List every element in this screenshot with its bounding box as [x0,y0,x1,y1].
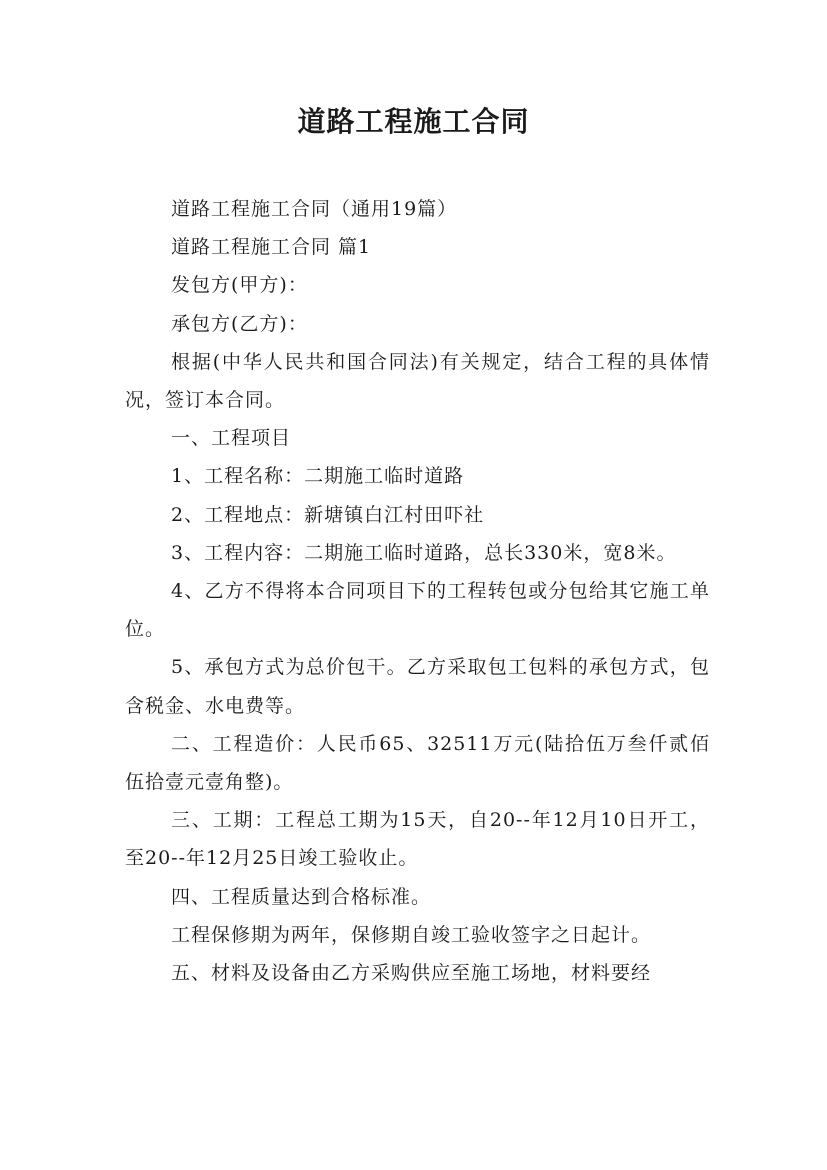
paragraph-no-subcontract: 4、乙方不得将本合同项目下的工程转包或分包给其它施工单位。 [125,580,710,641]
paragraph-project-cost: 二、工程造价：人民币65、32511万元(陆拾伍万叁仟贰佰伍拾壹元壹角整)。 [125,732,710,794]
paragraph-party-b: 承包方(乙方)： [171,312,308,335]
paragraph-party-a: 发包方(甲方)： [171,274,308,297]
paragraph-project-content: 3、工程内容：二期施工临时道路，总长330米，宽8米。 [171,541,677,564]
paragraph-materials: 五、材料及设备由乙方采购供应至施工场地，材料要经 [171,962,652,985]
paragraph-chapter-heading: 道路工程施工合同 篇1 [171,236,372,259]
paragraph-quality-standard: 四、工程质量达到合格标准。 [171,885,432,908]
paragraph-project-location: 2、工程地点：新塘镇白江村田吓社 [171,503,485,526]
document-title: 道路工程施工合同 [297,105,530,138]
paragraph-section-1-heading: 一、工程项目 [171,427,292,450]
document-body [125,190,710,992]
paragraph-warranty: 工程保修期为两年，保修期自竣工验收签字之日起计。 [171,923,652,946]
paragraph-project-name: 1、工程名称：二期施工临时道路 [171,465,465,488]
paragraph-contract-method: 5、承包方式为总价包干。乙方采取包工包料的承包方式，包含税金、水电费等。 [125,656,710,717]
paragraph-preamble: 根据(中华人民共和国合同法)有关规定，结合工程的具体情况，签订本合同。 [125,350,710,412]
paragraph-schedule: 三、工期：工程总工期为15天，自20--年12月10日开工，至20--年12月25日竣工验收止。 [125,809,710,870]
paragraph-subtitle: 道路工程施工合同（通用19篇） [171,198,458,220]
